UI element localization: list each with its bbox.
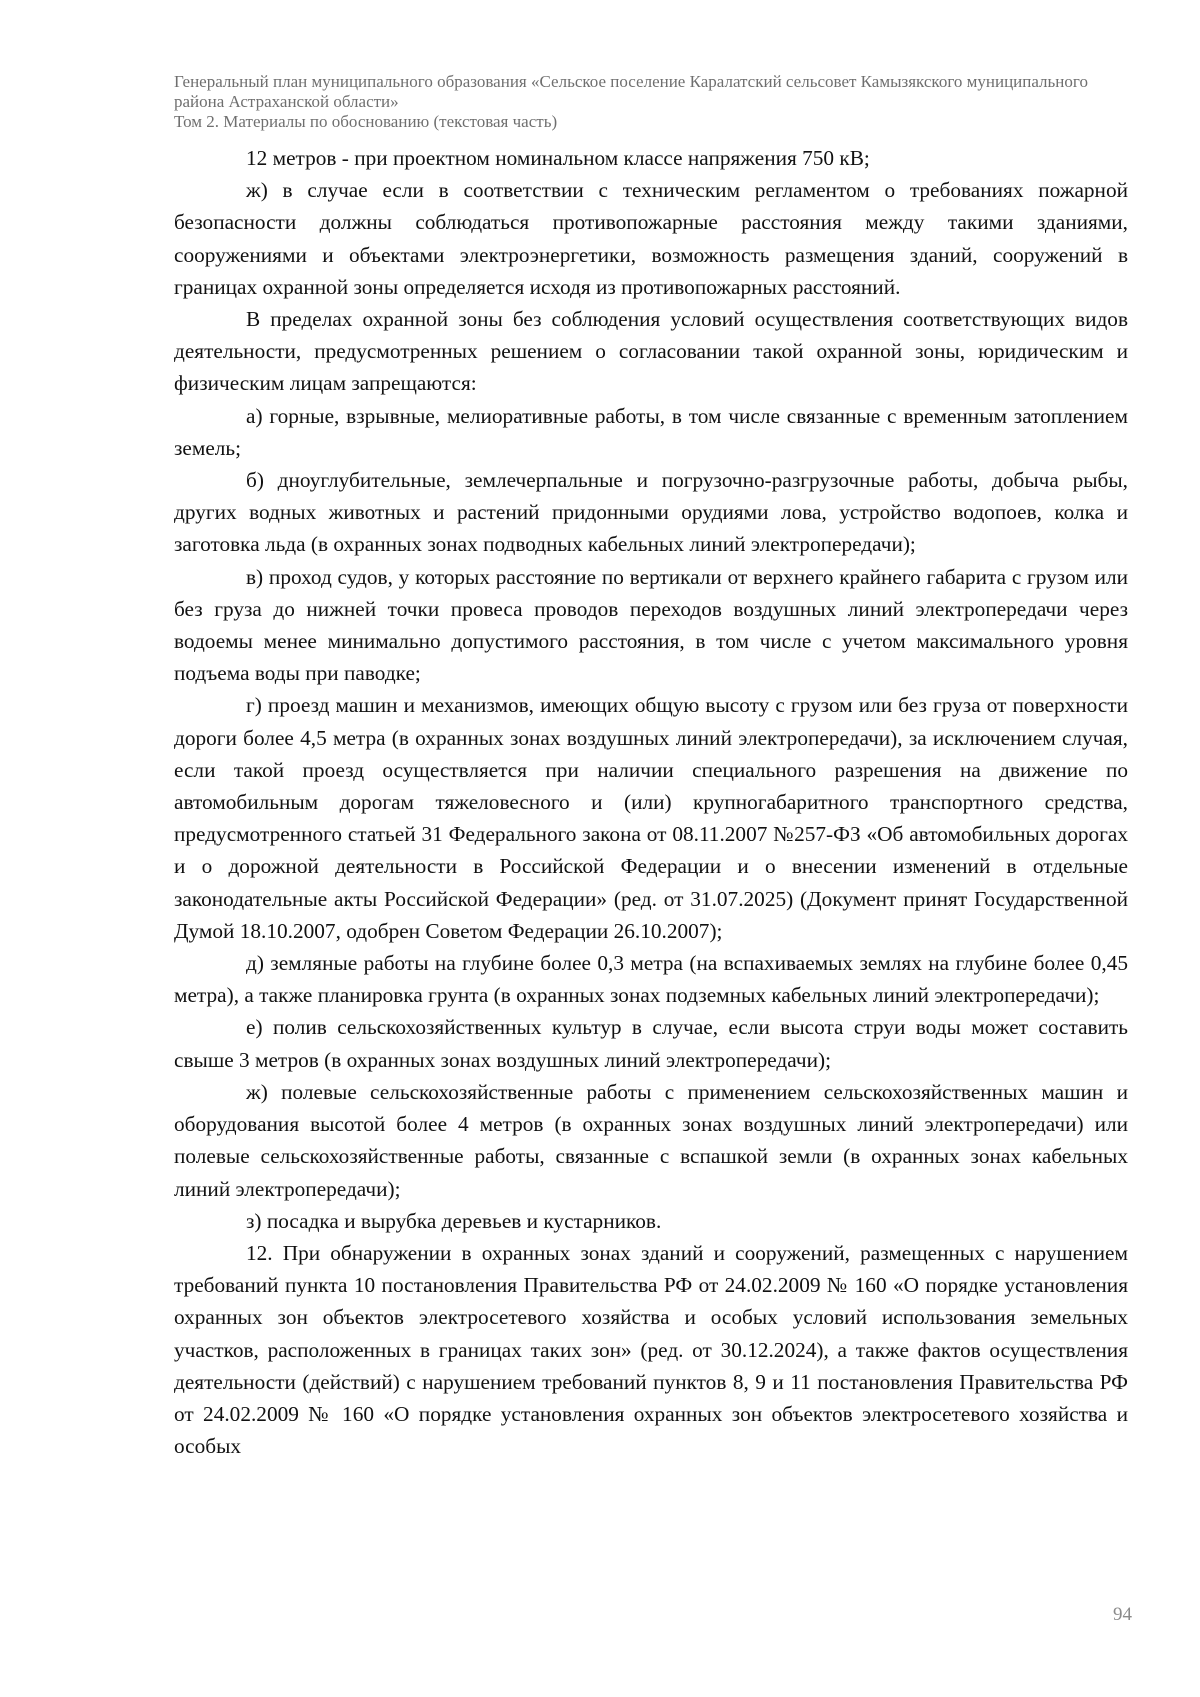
paragraph-item-g: г) проезд машин и механизмов, имеющих общую высоту с грузом или без груза от поверхности дороги более 4,5 метра (в охранных зонах воздушных линий электропередачи), за исключением случая, если такой проезд осуществляется при наличии специального разрешения на движение по автомобильным дорогам тяжеловесного и (или) крупногабаритного транспортного средства, предусмотренного статьей 31 Федерального закона от 08.11.2007 №257-ФЗ «Об автомобильных дорогах и о дорожной деятельности в Российской Федерации и о внесении изменений в отдельные законодательные акты Российской Федерации» (ред. от 31.07.2025) (Документ принят Государственной Думой 18.10.2007, одобрен Советом Федерации 26.10.2007); — [174, 693, 1128, 943]
running-header — [174, 72, 1134, 132]
paragraph-item-v: в) проход судов, у которых расстояние по вертикали от верхнего крайнего габарита с грузом или без груза до нижней точки провеса проводов переходов воздушных линий электропередачи через водоемы менее минимально допустимого расстояния, в том числе с учетом максимального уровня подъема воды при паводке; — [174, 564, 1128, 686]
paragraph-prohibitions-intro: В пределах охранной зоны без соблюдения условий осуществления соответствующих видов деятельности, предусмотренных решением о согласовании такой охранной зоны, юридическим и физическим лицам запрещаются: — [174, 307, 1128, 396]
paragraph-item-d: д) земляные работы на глубине более 0,3 метра (на вспахиваемых землях на глубине более 0,45 метра), а также планировка грунта (в охранных зонах подземных кабельных линий электропередачи); — [174, 951, 1128, 1008]
body-text — [174, 142, 1128, 1462]
page-number: 94 — [1113, 1604, 1132, 1625]
paragraph-item-zh: ж) в случае если в соответствии с техническим регламентом о требованиях пожарной безопасности должны соблюдаться противопожарные расстояния между такими зданиями, сооружениями и объектами электроэнергетики, возможность размещения зданий, сооружений в границах охранной зоны определяется исходя из противопожарных расстояний. — [174, 178, 1128, 299]
paragraph-item-z: з) посадка и вырубка деревьев и кустарников. — [246, 1208, 662, 1233]
paragraph-continuation: 12 метров - при проектном номинальном классе напряжения 750 кВ; — [246, 146, 870, 170]
header-volume: Том 2. Материалы по обоснованию (текстовая часть) — [174, 112, 558, 131]
paragraph-clause-12: 12. При обнаружении в охранных зонах зданий и сооружений, размещенных с нарушением требований пункта 10 постановления Правительства РФ от 24.02.2009 № 160 «О порядке установления охранных зон объектов электросетевого хозяйства и особых условий использования земельных участков, расположенных в границах таких зон» (ред. от 30.12.2024), а также фактов осуществления деятельности (действий) с нарушением требований пунктов 8, 9 и 11 постановления Правительства РФ от 24.02.2009 № 160 «О порядке установления охранных зон объектов электросетевого хозяйства и особых — [174, 1240, 1128, 1459]
paragraph-item-e: е) полив сельскохозяйственных культур в случае, если высота струи воды может составить свыше 3 метров (в охранных зонах воздушных линий электропередачи); — [174, 1015, 1128, 1072]
paragraph-item-a: а) горные, взрывные, мелиоративные работы, в том числе связанные с временным затоплением земель; — [174, 403, 1128, 460]
paragraph-item-b: б) дноуглубительные, землечерпальные и погрузочно-разгрузочные работы, добыча рыбы, других водных животных и растений придонными орудиями лова, устройство водопоев, колка и заготовка льда (в охранных зонах подводных кабельных линий электропередачи); — [174, 468, 1128, 557]
paragraph-item-zh-2: ж) полевые сельскохозяйственные работы с применением сельскохозяйственных машин и оборудования высотой более 4 метров (в охранных зонах воздушных линий электропередачи) или полевые сельскохозяйственные работы, связанные с вспашкой земли (в охранных зонах кабельных линий электропередачи); — [174, 1079, 1128, 1201]
header-title: Генеральный план муниципального образования «Сельское поселение Каралатский сельсовет Камызякского муниципального района Астраханской области» — [174, 72, 1088, 111]
